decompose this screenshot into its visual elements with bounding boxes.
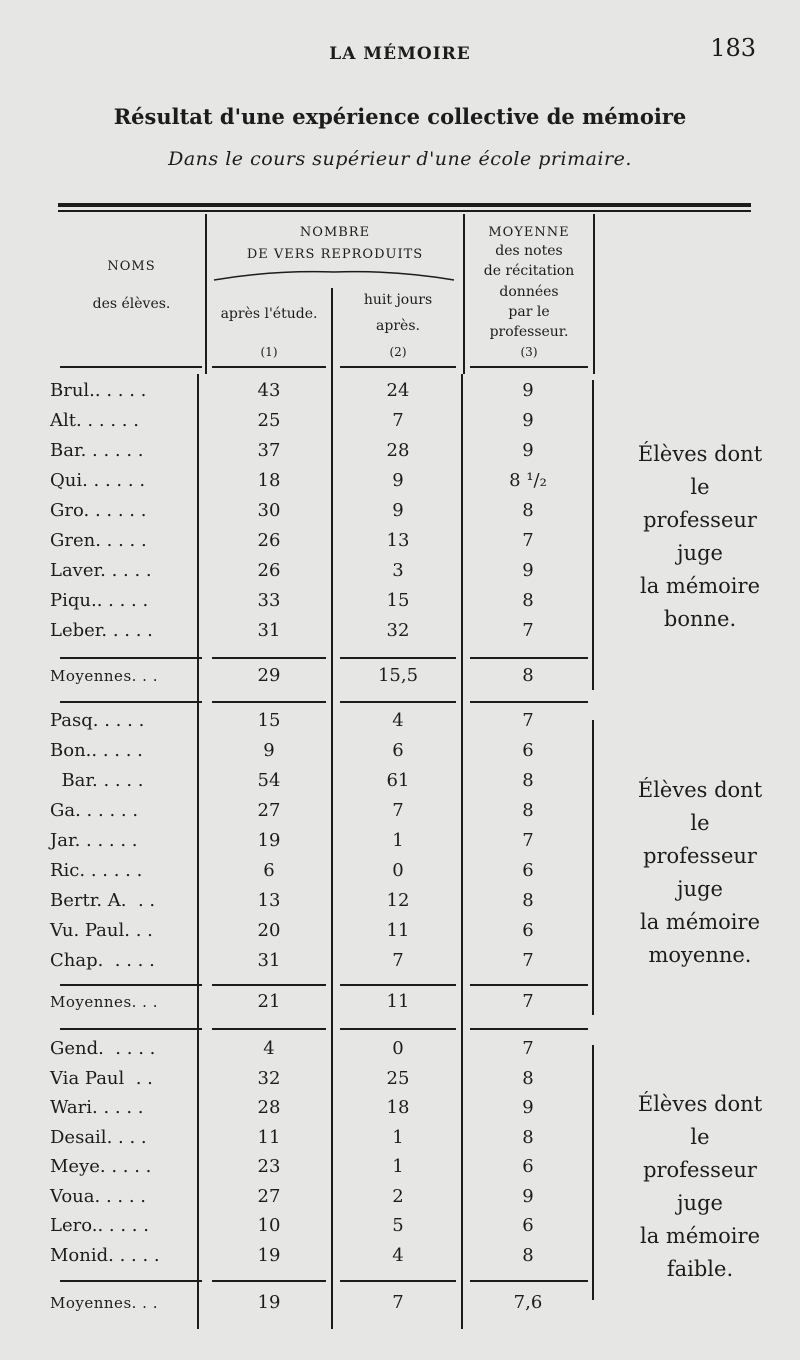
mean-after-week: 15,5 <box>377 665 419 686</box>
verses-after-week: 7 <box>392 950 404 971</box>
student-name: Bar. . . . . . <box>50 440 144 461</box>
top-rule <box>58 203 751 207</box>
mean-rule-top <box>470 984 588 986</box>
recitation-grade: 7 <box>522 620 534 641</box>
recitation-grade: 8 <box>522 890 534 911</box>
page-number: 183 <box>710 34 756 62</box>
verses-after-study: 31 <box>257 620 281 641</box>
mean-rule-bottom <box>60 701 202 703</box>
student-name: Laver. . . . . <box>50 560 152 581</box>
header-col1-label: après l'étude. <box>220 306 318 322</box>
verses-after-study: 11 <box>257 1126 281 1148</box>
recitation-grade: 7 <box>522 950 534 971</box>
header-rule <box>340 366 456 368</box>
group-label-line: Élèves dont <box>637 778 763 802</box>
verses-after-week: 13 <box>386 530 410 551</box>
student-name: Piqu.. . . . . <box>50 590 149 611</box>
mean-rule-bottom <box>60 1028 202 1030</box>
header-col3-num: (3) <box>520 345 538 359</box>
group-label-line: juge <box>677 877 723 901</box>
group-label-line: moyenne. <box>648 943 752 967</box>
mean-after-study: 29 <box>257 665 281 686</box>
group-label-line: Élèves dont <box>637 442 763 466</box>
student-name: Brul.. . . . . <box>50 380 147 401</box>
header-col3-2: des notes <box>495 243 563 259</box>
verses-after-study: 13 <box>257 890 281 911</box>
verses-after-week: 5 <box>392 1215 404 1236</box>
verses-after-week: 9 <box>392 470 404 491</box>
recitation-grade: 7 <box>522 710 534 731</box>
verses-after-study: 26 <box>257 530 281 551</box>
group-label-line: faible. <box>666 1257 734 1281</box>
student-name: Gend. . . . . <box>50 1038 156 1059</box>
verses-after-week: 1 <box>392 830 404 851</box>
mean-rule-bottom <box>340 1028 456 1030</box>
group-brace <box>592 380 600 690</box>
mean-after-study: 19 <box>257 1292 281 1313</box>
mean-after-week: 7 <box>392 1292 404 1313</box>
recitation-grade: 7 <box>522 530 534 551</box>
group-label-line: le <box>690 475 710 499</box>
mean-grade: 8 <box>522 665 534 686</box>
recitation-grade: 8 <box>522 500 534 521</box>
group-label-line: Élèves dont <box>637 1092 763 1116</box>
header-verses-1: NOMBRE <box>299 225 371 240</box>
recitation-grade: 8 <box>522 590 534 611</box>
verses-after-study: 30 <box>257 500 281 521</box>
recitation-grade: 7 <box>522 830 534 851</box>
recitation-grade: 6 <box>522 860 534 881</box>
group-label-line: le <box>690 811 710 835</box>
student-name: Meye. . . . . <box>50 1156 152 1177</box>
mean-rule-bottom <box>212 1028 326 1030</box>
student-name: Vu. Paul. . . <box>50 920 153 941</box>
student-name: Ric. . . . . . <box>50 860 143 881</box>
verses-after-study: 27 <box>257 1185 281 1207</box>
verses-after-study: 32 <box>257 1067 281 1089</box>
group-label-line: la mémoire <box>640 910 760 934</box>
recitation-grade: 9 <box>522 380 534 401</box>
verses-after-week: 6 <box>392 740 404 761</box>
verses-after-study: 37 <box>257 440 281 461</box>
verses-after-study: 27 <box>257 800 281 821</box>
group-label-line: le <box>690 1125 710 1149</box>
header-rule <box>60 366 202 368</box>
verses-after-study: 4 <box>263 1038 275 1059</box>
header-names-bottom: des élèves. <box>92 296 171 312</box>
verses-after-week: 11 <box>386 920 410 941</box>
verses-after-study: 28 <box>257 1097 281 1118</box>
verses-after-week: 61 <box>386 770 410 791</box>
mean-label: Moyennes. . . <box>50 993 158 1011</box>
recitation-grade: 6 <box>522 740 534 761</box>
verses-after-week: 1 <box>392 1126 404 1148</box>
student-name: Alt. . . . . . <box>50 410 139 431</box>
recitation-grade: 8 <box>522 1126 534 1148</box>
student-name: Jar. . . . . . <box>50 830 138 851</box>
student-name: Bar. . . . . <box>50 770 144 791</box>
group-label-line: professeur <box>643 508 757 532</box>
student-name: Lero.. . . . . <box>50 1215 149 1236</box>
group-label-line: la mémoire <box>640 1224 760 1248</box>
student-name: Qui. . . . . . <box>50 470 146 491</box>
group-label-line: juge <box>677 1191 723 1215</box>
verses-after-study: 25 <box>257 410 281 431</box>
verses-after-week: 1 <box>392 1156 404 1177</box>
column-divider <box>593 214 595 374</box>
recitation-grade: 9 <box>522 410 534 431</box>
recitation-grade: 6 <box>522 920 534 941</box>
running-head: LA MÉMOIRE <box>329 44 471 64</box>
table-subtitle: Dans le cours supérieur d'une école primaire. <box>168 148 632 170</box>
verses-after-week: 18 <box>386 1097 410 1118</box>
recitation-grade: 8 ¹/₂ <box>509 470 547 491</box>
verses-after-study: 54 <box>257 770 281 791</box>
group-label-line: professeur <box>643 1158 757 1182</box>
group-label-line: bonne. <box>663 607 737 631</box>
verses-after-study: 9 <box>263 740 275 761</box>
student-name: Bon.. . . . . <box>50 740 143 761</box>
verses-after-week: 3 <box>392 560 404 581</box>
mean-rule-top <box>212 984 326 986</box>
mean-rule-bottom <box>470 701 588 703</box>
verses-after-week: 4 <box>392 1244 404 1266</box>
recitation-grade: 9 <box>522 1185 534 1207</box>
student-name: Wari. . . . . <box>50 1097 144 1118</box>
mean-rule-bottom <box>212 701 326 703</box>
verses-after-study: 6 <box>263 860 275 881</box>
header-col3-5: par le <box>508 304 550 320</box>
mean-rule-top <box>60 1280 202 1282</box>
header-col1-num: (1) <box>260 345 278 359</box>
recitation-grade: 6 <box>522 1156 534 1177</box>
recitation-grade: 8 <box>522 1067 534 1089</box>
mean-rule-bottom <box>340 701 456 703</box>
header-col3-6: professeur. <box>489 324 569 340</box>
recitation-grade: 8 <box>522 770 534 791</box>
verses-after-study: 43 <box>257 380 281 401</box>
verses-after-study: 20 <box>257 920 281 941</box>
mean-after-study: 21 <box>257 991 281 1012</box>
recitation-grade: 8 <box>522 800 534 821</box>
header-col3-3: de récitation <box>483 263 575 279</box>
student-name: Via Paul . . <box>50 1067 153 1089</box>
student-name: Bertr. A. . . <box>50 890 156 911</box>
verses-after-study: 19 <box>257 830 281 851</box>
student-name: Monid. . . . . <box>50 1244 160 1266</box>
mean-rule-top <box>212 1280 326 1282</box>
verses-after-study: 10 <box>257 1215 281 1236</box>
recitation-grade: 9 <box>522 1097 534 1118</box>
mean-grade: 7,6 <box>513 1292 543 1313</box>
mean-label: Moyennes. . . <box>50 667 158 685</box>
header-rule <box>470 366 588 368</box>
recitation-grade: 9 <box>522 560 534 581</box>
verses-after-study: 18 <box>257 470 281 491</box>
student-name: Gro. . . . . . <box>50 500 147 521</box>
header-rule <box>212 366 326 368</box>
mean-rule-top <box>470 657 588 659</box>
mean-rule-top <box>60 657 202 659</box>
recitation-grade: 6 <box>522 1215 534 1236</box>
verses-after-week: 4 <box>392 710 404 731</box>
mean-rule-top <box>340 984 456 986</box>
student-name: Leber. . . . . <box>50 620 153 641</box>
column-divider <box>197 374 199 1329</box>
mean-grade: 7 <box>522 991 534 1012</box>
verses-after-week: 12 <box>386 890 410 911</box>
student-name: Gren. . . . . <box>50 530 147 551</box>
recitation-grade: 7 <box>522 1038 534 1059</box>
verses-after-week: 25 <box>386 1067 410 1089</box>
mean-rule-top <box>340 657 456 659</box>
header-col3-1: MOYENNE <box>488 225 570 240</box>
group-label-line: juge <box>677 541 723 565</box>
verses-after-week: 32 <box>386 620 410 641</box>
student-name: Desail. . . . <box>50 1126 147 1148</box>
verses-after-week: 24 <box>386 380 410 401</box>
header-names-top: NOMS <box>107 259 156 274</box>
student-name: Pasq. . . . . <box>50 710 145 731</box>
mean-rule-bottom <box>470 1028 588 1030</box>
header-col2-label-2: après. <box>376 318 420 334</box>
header-verses-2: DE VERS REPRODUITS <box>246 247 424 262</box>
verses-after-week: 0 <box>392 1038 404 1059</box>
verses-after-week: 9 <box>392 500 404 521</box>
header-col2-label-1: huit jours <box>363 292 433 308</box>
mean-rule-top <box>340 1280 456 1282</box>
top-rule-thin <box>58 210 751 212</box>
mean-after-week: 11 <box>386 991 410 1012</box>
verses-after-week: 15 <box>386 590 410 611</box>
verses-after-study: 23 <box>257 1156 281 1177</box>
verses-after-study: 31 <box>257 950 281 971</box>
student-name: Ga. . . . . . <box>50 800 139 821</box>
verses-after-study: 19 <box>257 1244 281 1266</box>
verses-after-study: 15 <box>257 710 281 731</box>
header-col3-4: données <box>499 284 559 300</box>
verses-after-week: 28 <box>386 440 410 461</box>
recitation-grade: 9 <box>522 440 534 461</box>
student-name: Voua. . . . . <box>50 1185 147 1207</box>
recitation-grade: 8 <box>522 1244 534 1266</box>
mean-rule-top <box>212 657 326 659</box>
header-brace <box>212 268 456 282</box>
verses-after-week: 2 <box>392 1185 404 1207</box>
verses-after-study: 26 <box>257 560 281 581</box>
group-brace <box>592 1045 600 1300</box>
verses-after-week: 7 <box>392 410 404 431</box>
verses-after-week: 0 <box>392 860 404 881</box>
group-brace <box>592 720 600 1015</box>
group-label-line: la mémoire <box>640 574 760 598</box>
verses-after-week: 7 <box>392 800 404 821</box>
group-label-line: professeur <box>643 844 757 868</box>
mean-rule-top <box>470 1280 588 1282</box>
mean-rule-top <box>60 984 202 986</box>
table-title: Résultat d'une expérience collective de mémoire <box>113 104 687 129</box>
mean-label: Moyennes. . . <box>50 1294 158 1312</box>
student-name: Chap. . . . . <box>50 950 155 971</box>
header-col2-num: (2) <box>389 345 407 359</box>
verses-after-study: 33 <box>257 590 281 611</box>
